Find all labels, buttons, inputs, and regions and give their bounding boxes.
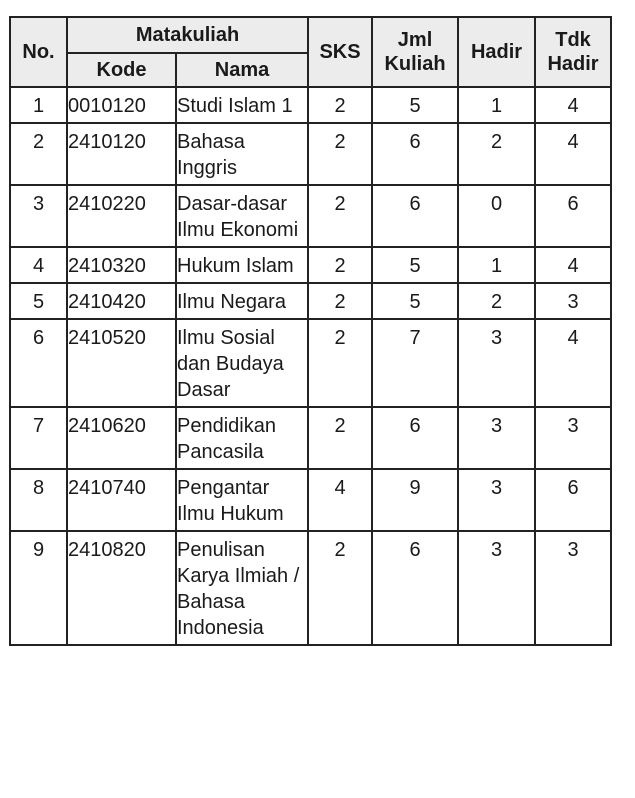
cell-jml-kuliah: 9	[372, 469, 458, 531]
cell-no: 7	[10, 407, 67, 469]
table-row	[10, 407, 611, 469]
cell-jml-kuliah: 5	[372, 283, 458, 319]
cell-kode: 2410220	[67, 185, 176, 247]
cell-tdk-hadir: 4	[535, 123, 611, 185]
cell-jml-kuliah: 5	[372, 87, 458, 123]
cell-no: 3	[10, 185, 67, 247]
cell-nama: Pengantar Ilmu Hukum	[176, 469, 308, 531]
cell-kode: 2410520	[67, 319, 176, 407]
table-row	[10, 531, 611, 645]
cell-sks: 4	[308, 469, 372, 531]
table-row	[10, 283, 611, 319]
header-nama: Nama	[176, 53, 308, 87]
cell-hadir: 0	[458, 185, 535, 247]
cell-jml-kuliah: 5	[372, 247, 458, 283]
cell-hadir: 2	[458, 123, 535, 185]
cell-nama: Ilmu Negara	[176, 283, 308, 319]
header-sks: SKS	[308, 17, 372, 87]
cell-sks: 2	[308, 531, 372, 645]
header-kode: Kode	[67, 53, 176, 87]
cell-tdk-hadir: 4	[535, 247, 611, 283]
cell-sks: 2	[308, 283, 372, 319]
cell-tdk-hadir: 3	[535, 407, 611, 469]
cell-hadir: 1	[458, 87, 535, 123]
table-row	[10, 247, 611, 283]
cell-no: 8	[10, 469, 67, 531]
cell-sks: 2	[308, 87, 372, 123]
cell-nama: Ilmu Sosial dan Budaya Dasar	[176, 319, 308, 407]
cell-kode: 2410120	[67, 123, 176, 185]
cell-sks: 2	[308, 247, 372, 283]
cell-nama: Pendidikan Pancasila	[176, 407, 308, 469]
cell-no: 6	[10, 319, 67, 407]
header-no: No.	[10, 17, 67, 87]
cell-tdk-hadir: 6	[535, 469, 611, 531]
cell-nama: Dasar-dasar Ilmu Ekonomi	[176, 185, 308, 247]
cell-jml-kuliah: 6	[372, 407, 458, 469]
cell-tdk-hadir: 6	[535, 185, 611, 247]
cell-kode: 2410820	[67, 531, 176, 645]
cell-nama: Hukum Islam	[176, 247, 308, 283]
table-header	[10, 17, 611, 87]
cell-kode: 2410320	[67, 247, 176, 283]
cell-no: 5	[10, 283, 67, 319]
table-body	[10, 87, 611, 645]
cell-tdk-hadir: 3	[535, 283, 611, 319]
cell-tdk-hadir: 4	[535, 319, 611, 407]
cell-no: 2	[10, 123, 67, 185]
table-row	[10, 319, 611, 407]
header-jml-kuliah: Jml Kuliah	[372, 17, 458, 87]
cell-jml-kuliah: 6	[372, 185, 458, 247]
table-row	[10, 469, 611, 531]
cell-hadir: 3	[458, 319, 535, 407]
cell-sks: 2	[308, 407, 372, 469]
cell-no: 1	[10, 87, 67, 123]
cell-kode: 2410620	[67, 407, 176, 469]
cell-kode: 2410420	[67, 283, 176, 319]
cell-hadir: 3	[458, 407, 535, 469]
cell-tdk-hadir: 3	[535, 531, 611, 645]
table-row	[10, 185, 611, 247]
cell-sks: 2	[308, 123, 372, 185]
cell-kode: 0010120	[67, 87, 176, 123]
cell-hadir: 3	[458, 531, 535, 645]
table-row	[10, 123, 611, 185]
cell-jml-kuliah: 6	[372, 123, 458, 185]
cell-jml-kuliah: 6	[372, 531, 458, 645]
header-hadir: Hadir	[458, 17, 535, 87]
header-tdk-hadir: Tdk Hadir	[535, 17, 611, 87]
cell-nama: Studi Islam 1	[176, 87, 308, 123]
cell-hadir: 2	[458, 283, 535, 319]
cell-nama: Penulisan Karya Ilmiah / Bahasa Indonesia	[176, 531, 308, 645]
cell-no: 9	[10, 531, 67, 645]
cell-hadir: 1	[458, 247, 535, 283]
cell-no: 4	[10, 247, 67, 283]
cell-sks: 2	[308, 319, 372, 407]
cell-tdk-hadir: 4	[535, 87, 611, 123]
cell-kode: 2410740	[67, 469, 176, 531]
cell-sks: 2	[308, 185, 372, 247]
cell-jml-kuliah: 7	[372, 319, 458, 407]
cell-hadir: 3	[458, 469, 535, 531]
header-matakuliah: Matakuliah	[67, 17, 308, 53]
attendance-table	[9, 16, 612, 646]
table-row	[10, 87, 611, 123]
cell-nama: Bahasa Inggris	[176, 123, 308, 185]
